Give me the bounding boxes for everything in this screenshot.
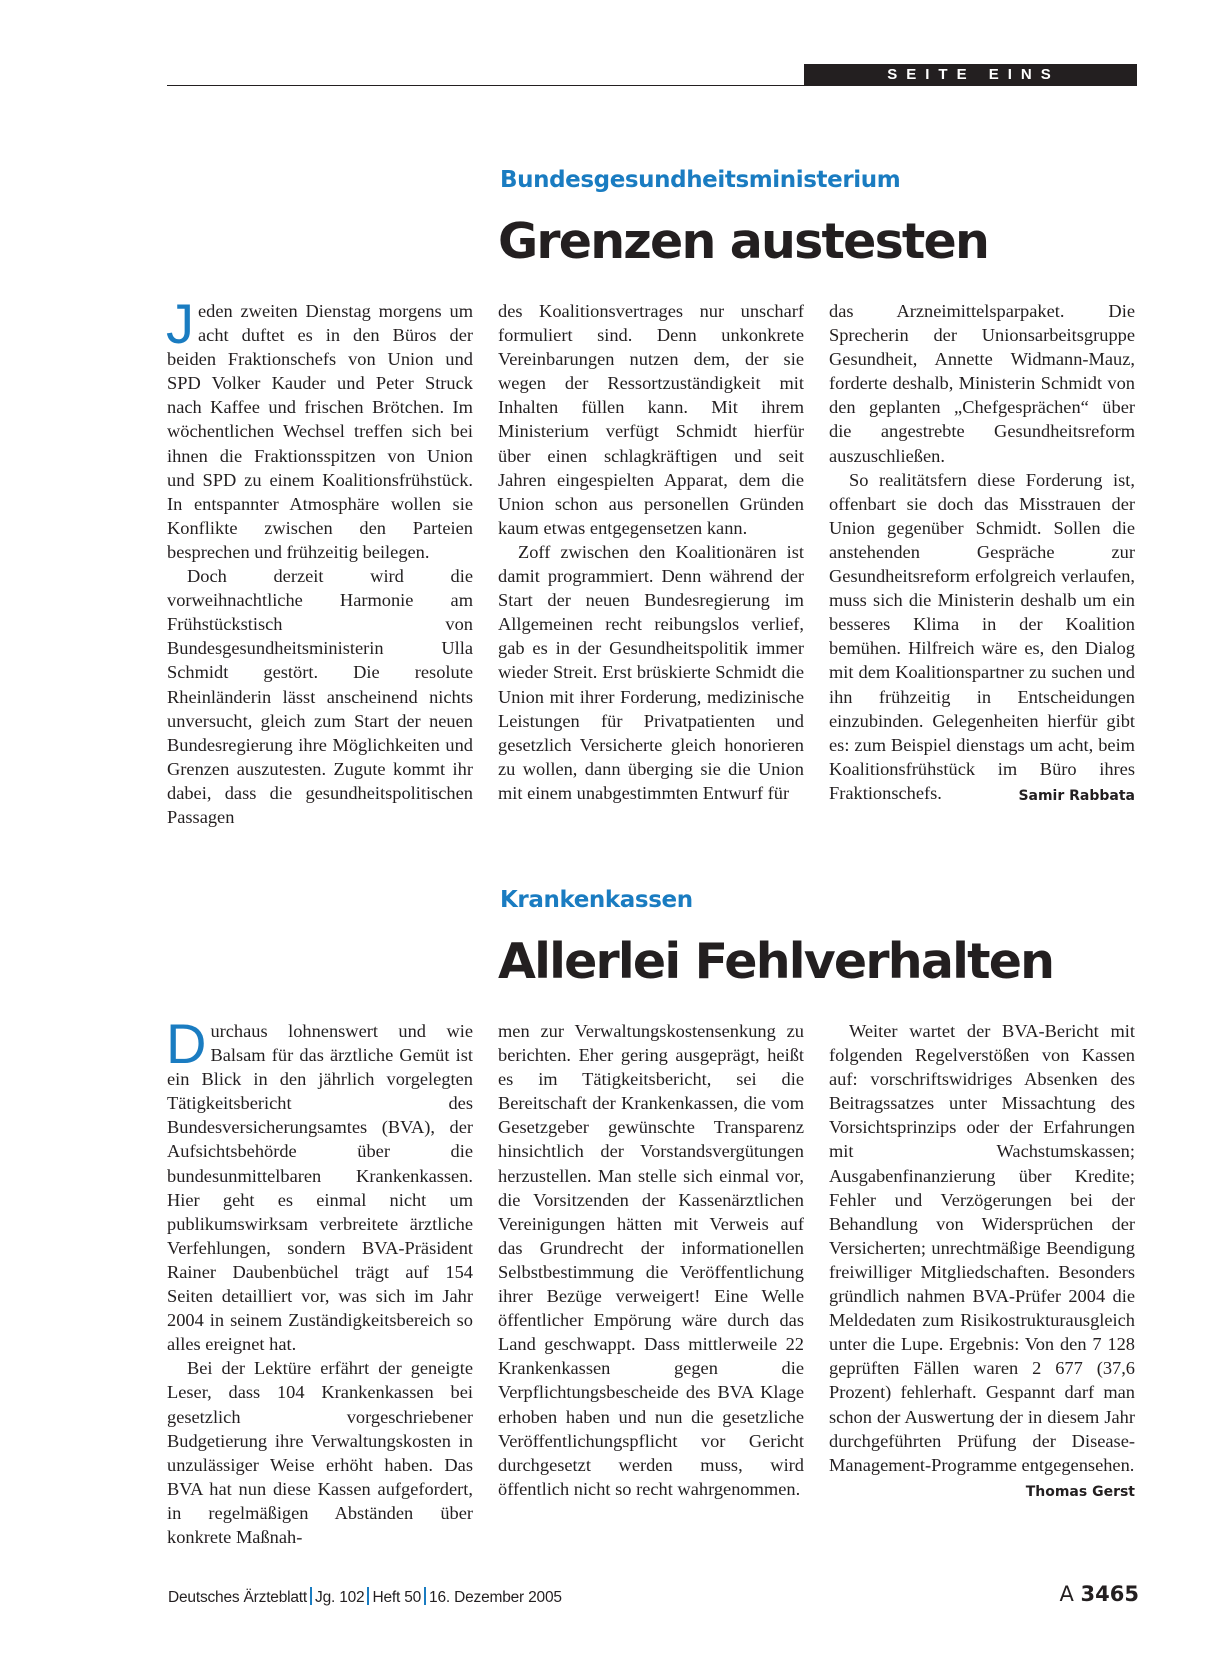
dropcap: D <box>166 1012 207 1075</box>
article2-paragraph <box>166 1012 473 1356</box>
header-rule <box>167 85 809 86</box>
article2-headline: Allerlei Fehlverhalten <box>498 933 1054 990</box>
article2-kicker: Krankenkassen <box>500 887 693 913</box>
page-number-value: 3465 <box>1080 1582 1139 1606</box>
article1-kicker: Bundesgesundheitsministerium <box>500 167 901 193</box>
article1-column-3 <box>829 299 1135 808</box>
article1-text: So realitätsfern diese Forderung ist, offenbart sie doch das Misstrauen der Union gegenüber Schmidt. Sollen die anstehenden Gespräche zur Gesundheitsreform erfolgreich verlaufen, muss sich die Ministerin deshalb um ein besseres Klima in der Koalition bemühen. Hilfreich wäre es, den Dialog mit dem Koalitionspartner zu suchen und ihn frühzeitig in Entscheidungen einzubinden. Gelegenheiten hierfür gibt es: zum Beispiel dienstags um acht, beim Koalitionsfrühstück im Büro ihres Fraktionschefs. <box>829 469 1135 803</box>
article1-text: eden zweiten Dienstag morgens um acht duftet es in den Büros der beiden Fraktionschefs von Union und SPD Volker Kauder und Peter Struck nach Kaffee und frischen Brötchen. Im wöchentlichen Wechsel treffen sich bei ihnen die Fraktionsspitzen von Union und SPD zu einem Koalitionsfrühstück. In entspannter Atmosphäre wollen sie Konflikte zwischen den Parteien besprechen und frühzeitig beilegen. <box>167 301 473 562</box>
article2-paragraph: Bei der Lektüre erfährt der geneigte Leser, dass 104 Krankenkassen bei gesetzlich vorgeschriebener Budgetierung ihre Verwaltungskosten in unzulässiger Weise erhöht haben. Das BVA hat nun diese Kassen aufgefordert, in regelmäßigen Abständen über konkrete Maßnah- <box>167 1358 473 1547</box>
article1-paragraph: das Arzneimittelsparpaket. Die Sprecherin der Unionsarbeitsgruppe Gesundheit, Annette Widmann-Mauz, forderte deshalb, Ministerin Schmidt von den geplanten „Chefgesprächen“ über die angestrebte Gesundheitsreform auszuschließen. <box>829 301 1135 466</box>
article1-paragraph: des Koalitionsvertrages nur unscharf formuliert sind. Denn unkonkrete Vereinbarungen nutzen dem, der sie wegen der Ressortzuständigkeit mit Inhalten füllen kann. Mit ihrem Ministerium verfügt Schmidt hierfür über einen schlagkräftigen und seit Jahren eingespielten Apparat, dem die Union schon aus personellen Gründen kaum etwas entgegensetzen kann. <box>498 301 804 538</box>
ressort-label: SEITE EINS <box>804 64 1137 86</box>
article1-paragraph: Doch derzeit wird die vorweihnachtliche Harmonie am Frühstückstisch von Bundesgesundheitsministerin Ulla Schmidt gestört. Die resolute Rheinländerin lässt anscheinend nichts unversucht, gleich zum Start der neuen Bundesregierung ihre Möglichkeiten und Grenzen auszutesten. Zugute kommt ihr dabei, dass die gesundheitspolitischen Passagen <box>167 566 473 827</box>
article2-column-1 <box>166 1012 473 1549</box>
footer-separator <box>367 1587 369 1605</box>
footer <box>168 1587 562 1607</box>
article2-column-3 <box>829 1019 1135 1504</box>
page-number <box>1059 1582 1139 1606</box>
article2-author: Thomas Gerst <box>1025 1483 1135 1500</box>
article2-paragraph <box>829 1019 1135 1500</box>
article1-column-1 <box>166 292 473 829</box>
footer-date: 16. Dezember 2005 <box>429 1589 562 1606</box>
article1-author: Samir Rabbata <box>1018 787 1135 804</box>
footer-issue: Heft 50 <box>372 1589 422 1606</box>
article1-paragraph: Zoff zwischen den Koalitionären ist damit programmiert. Denn während der Start der neuen Bundesregierung im Allgemeinen recht reibungslos verlief, gab es in der Gesundheitspolitik immer wieder Streit. Erst brüskierte Schmidt die Union mit ihrer Forderung, medizinische Leistungen für Privatpatienten und gesetzlich Versicherte gleich honorieren zu wollen, dann überging sie die Union mit einem unabgestimmten Entwurf für <box>498 541 804 803</box>
footer-volume: Jg. 102 <box>315 1589 365 1606</box>
article1-headline: Grenzen austesten <box>498 213 989 270</box>
dropcap: J <box>166 292 194 355</box>
article2-text: Weiter wartet der BVA-Bericht mit folgenden Regelverstößen von Kassen auf: vorschriftswidriges Absenken des Beitragssatzes unter Missachtung des Vorsichtsprinzips oder der Erfahrungen mit Wachstumskassen; Ausgabenfinanzierung über Kredite; Fehler und Verzögerungen bei der Behandlung von Widersprüchen der Versicherten; unrechtmäßige Beendigung freiwilliger Mitgliedschaften. Besonders gründlich nahmen BVA-Prüfer 2004 die Meldedaten zum Risikostrukturausgleich unter die Lupe. Ergebnis: Von den 7 128 geprüften Fällen waren 2 677 (37,6 Prozent) fehlerhaft. Gespannt darf man schon der Auswertung der in diesem Jahr durchgeführten Prüfung der Disease-Management-Programme entgegensehen. <box>829 1021 1135 1475</box>
article1-paragraph <box>166 292 473 564</box>
article2-paragraph: men zur Verwaltungskostensenkung zu berichten. Eher gering ausgeprägt, heißt es im Tätigkeitsbericht, sei die Bereitschaft der Krankenkassen, die vom Gesetzgeber gewünschte Transparenz hinsichtlich der Vorstandsvergütungen herzustellen. Man stelle sich einmal vor, die Vorsitzenden der Kassenärztlichen Vereinigungen hätten mit Verweis auf das Grundrecht der informationellen Selbstbestimmung die Veröffentlichung ihrer Bezüge verweigert! Eine Welle öffentlicher Empörung wäre durch das Land geschwappt. Dass mittlerweile 22 Krankenkassen gegen die Verpflichtungsbescheide des BVA Klage erhoben haben und nun die gesetzliche Veröffentlichungspflicht vor Gericht durchgesetzt werden muss, wird öffentlich nicht so recht wahrgenommen. <box>498 1021 804 1499</box>
article2-text: urchaus lohnenswert und wie Balsam für das ärztliche Gemüt ist ein Blick in den jährlich vorgelegten Tätigkeitsbericht des Bundesversicherungsamtes (BVA), der Aufsichtsbehörde über die bundesunmittelbaren Krankenkassen. Hier geht es einmal nicht um publikumswirksam verbreitete ärztliche Verfehlungen, sondern BVA-Präsident Rainer Daubenbüchel trägt auf 154 Seiten detailliert vor, was sich im Jahr 2004 in seinem Zuständigkeitsbereich so alles ereignet hat. <box>167 1021 473 1355</box>
article1-paragraph <box>829 468 1135 805</box>
page-prefix: A <box>1059 1582 1074 1606</box>
footer-separator <box>310 1587 312 1605</box>
article1-column-2 <box>498 299 804 805</box>
article2-column-2 <box>498 1019 804 1501</box>
footer-publication: Deutsches Ärzteblatt <box>168 1589 308 1606</box>
footer-separator <box>424 1587 426 1605</box>
